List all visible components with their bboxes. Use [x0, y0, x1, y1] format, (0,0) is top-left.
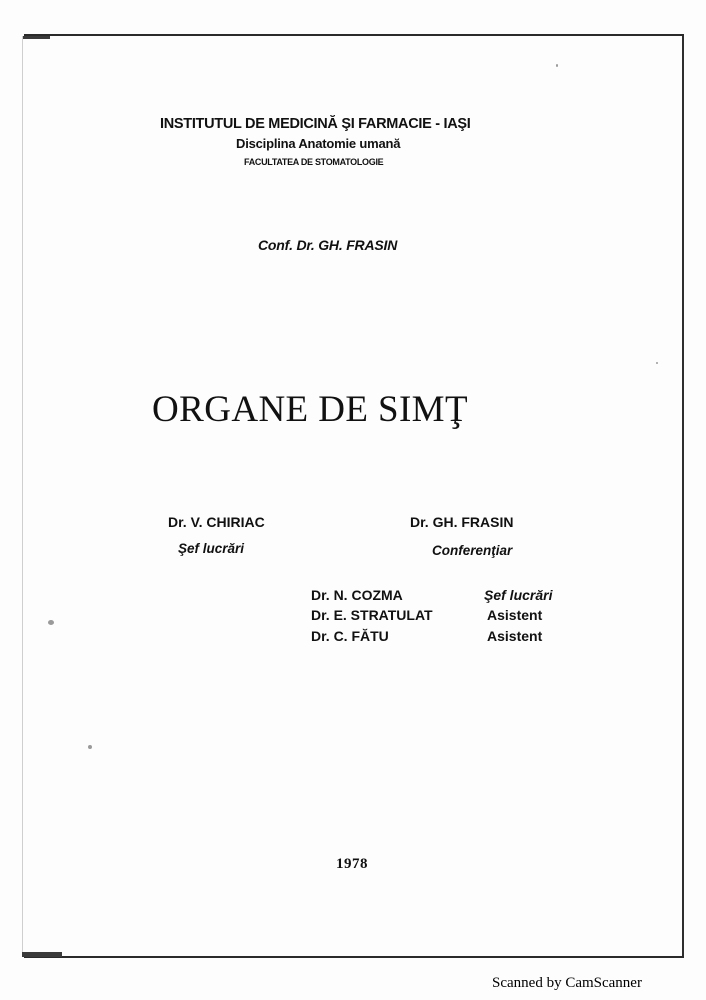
author-line: Conf. Dr. GH. FRASIN	[258, 237, 398, 253]
institute-heading: INSTITUTUL DE MEDICINĂ ŞI FARMACIE - IAŞI	[160, 116, 471, 132]
page-edge-top	[24, 34, 684, 36]
contributor-role: Conferenţiar	[432, 543, 513, 558]
scanner-watermark: Scanned by CamScanner	[492, 975, 642, 991]
discipline-heading: Disciplina Anatomie umană	[236, 136, 401, 151]
contributor-name: Dr. N. COZMA	[311, 587, 403, 603]
page-edge-right	[682, 36, 684, 958]
page-edge-bottom	[24, 956, 684, 958]
contributor-name: Dr. GH. FRASIN	[410, 514, 514, 530]
faculty-heading: FACULTATEA DE STOMATOLOGIE	[244, 157, 384, 167]
contributor-role: Şef lucrări	[178, 541, 245, 556]
page-edge-mark	[22, 952, 62, 957]
scan-speck	[656, 362, 658, 364]
scan-speck	[88, 745, 92, 749]
scan-speck	[48, 620, 54, 625]
contributor-name: Dr. V. CHIRIAC	[168, 514, 265, 530]
publication-year: 1978	[336, 856, 368, 872]
scan-speck	[556, 64, 558, 67]
contributor-role: Asistent	[487, 607, 543, 623]
contributor-name: Dr. C. FĂTU	[311, 628, 389, 644]
document-title: ORGANE DE SIMŢ	[152, 389, 468, 430]
contributor-role: Asistent	[487, 628, 543, 644]
contributor-role: Şef lucrări	[484, 587, 553, 603]
contributor-name: Dr. E. STRATULAT	[311, 607, 433, 623]
page-edge-mark	[22, 36, 50, 39]
page-edge-left	[22, 36, 23, 956]
